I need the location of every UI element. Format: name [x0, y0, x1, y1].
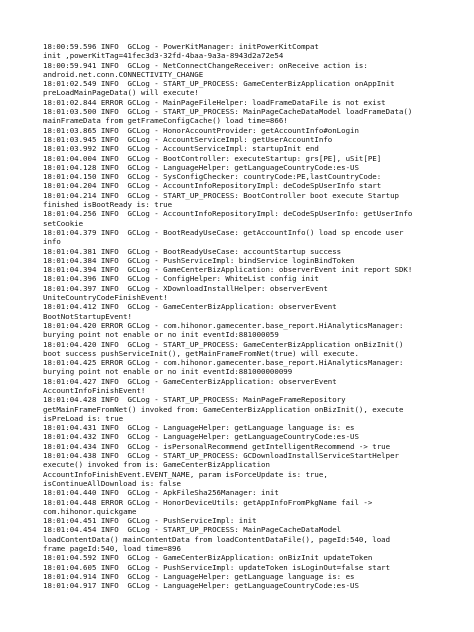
log-line: 18:01:03.865 INFO GCLog - HonorAccountProvider: getAccountInfo#onLogin — [43, 125, 359, 135]
log-line: 18:01:04.256 INFO GCLog - AccountInfoRepositoryImpl: deCodeSpUserInfo: getUserInfo — [43, 209, 413, 219]
log-line: 18:01:04.431 INFO GCLog - LanguageHelper: getLanguage language is: es — [43, 423, 355, 433]
log-line: 18:01:04.150 INFO GCLog - SysConfigChecker: countryCode:PE,lastCountryCode: — [43, 172, 382, 182]
log-output — [43, 42, 469, 591]
log-line: 18:01:04.434 INFO GCLog - isPersonalRecommend getIntelligentRecommend -> true — [43, 441, 391, 451]
log-line: 18:00:59.941 INFO GCLog - NetConnectChangeReceiver: onReceive action is: — [43, 60, 368, 70]
log-line: 18:01:04.420 INFO GCLog - START_UP_PROCESS: GameCenterBizApplication onBizInit() — [43, 339, 404, 349]
log-line: 18:01:04.394 INFO GCLog - GameCenterBizApplication: observerEvent init report SDK! — [43, 265, 413, 275]
log-line: isPreLoad is: true — [43, 413, 124, 423]
log-line: 18:01:04.432 INFO GCLog - LanguageHelper: getLanguageCountryCode:es-US — [43, 432, 359, 442]
log-line: 18:01:04.917 INFO GCLog - LanguageHelper: getLanguageCountryCode:es-US — [43, 581, 359, 591]
log-line: burying point not enable or no init eventId:881000000099 — [43, 367, 293, 377]
log-line: BootNotStartupEvent! — [43, 311, 132, 321]
log-line: AccountInfoFinishEvent! — [43, 385, 146, 395]
log-line: 18:01:03.500 INFO GCLog - START_UP_PROCESS: MainPageCacheDataModel loadFrameData() — [43, 107, 413, 117]
log-line: 18:01:04.214 INFO GCLog - START_UP_PROCESS: BootController boot execute Startup — [43, 190, 399, 200]
log-line: 18:01:04.605 INFO GCLog - PushServiceImpl: updateToken isLoginOut=false start — [43, 562, 391, 572]
log-line: 18:01:04.128 INFO GCLog - LanguageHelper: getLanguageCountryCode:es-US — [43, 162, 359, 172]
log-line: 18:01:02.844 ERROR GCLog - MainPageFileHelper: loadFrameDataFile is not exist — [43, 97, 386, 107]
log-line: execute() invoked from is: GameCenterBizApplication — [43, 460, 270, 470]
log-line: 18:01:04.004 INFO GCLog - BootController: executeStartup: grs[PE], uSit[PE] — [43, 153, 382, 163]
log-line: 18:01:04.451 INFO GCLog - PushServiceImpl: init — [43, 516, 257, 526]
log-line: burying point not enable or no init eventId:881000059 — [43, 330, 279, 340]
log-line: init ,powerKitTag=41fec3d3-32fd-4baa-9a3a-8943d2a72e54 — [43, 51, 284, 61]
log-line: 18:01:04.592 INFO GCLog - GameCenterBizApplication: onBizInit updateToken — [43, 553, 373, 563]
log-line: 18:01:04.396 INFO GCLog - ConfigHelper: WhiteList config init — [43, 274, 319, 284]
log-line: setCookie — [43, 218, 84, 228]
log-line: 18:01:04.381 INFO GCLog - BootReadyUseCase: accountStartup success — [43, 246, 342, 256]
log-line: 18:01:04.448 ERROR GCLog - HonorDeviceUtils: getAppInfoFromPkgName fail -> — [43, 497, 373, 507]
log-line: com.hihonor.quickgame — [43, 506, 137, 516]
log-line: UniteCountryCodeFinishEvent! — [43, 293, 168, 303]
log-line: mainFrameData from getFrameConfigCache() load time=866! — [43, 116, 288, 126]
log-line: 18:01:04.397 INFO GCLog - XDownloadInstallHelper: observerEvent — [43, 283, 328, 293]
log-line: 18:01:04.204 INFO GCLog - AccountInfoRepositoryImpl: deCodeSpUserInfo start — [43, 181, 382, 191]
log-line: 18:01:03.945 INFO GCLog - AccountServiceImpl: getUserAccountInfo — [43, 134, 333, 144]
log-line: 18:01:04.384 INFO GCLog - PushServiceImpl: bindService loginBindToken — [43, 255, 355, 265]
log-line: 18:01:04.438 INFO GCLog - START_UP_PROCESS: GCDownloadInstallServiceStartHelper — [43, 451, 399, 461]
log-line: AccountInfoFinishEvent.EVENT_NAME, param isForceUpdate is: true, — [43, 469, 328, 479]
log-line: 18:01:04.379 INFO GCLog - BootReadyUseCase: getAccountInfo() load sp encode user — [43, 227, 404, 237]
log-line: 18:00:59.596 INFO GCLog - PowerKitManager: initPowerKitCompat — [43, 42, 319, 51]
log-line: loadContentData() mainContentData from loadContentDataFile(), pageId:540, load — [43, 534, 391, 544]
log-line: 18:01:02.549 INFO GCLog - START_UP_PROCESS: GameCenterBizApplication onAppInit — [43, 79, 395, 89]
log-line: 18:01:04.454 INFO GCLog - START_UP_PROCESS: MainPageCacheDataModel — [43, 525, 342, 535]
log-line: 18:01:04.428 INFO GCLog - START_UP_PROCESS: MainPageFrameRepository — [43, 395, 346, 405]
log-line: isContinueAllDownload is: false — [43, 478, 181, 488]
log-line: preLoadMainPageData() will execute! — [43, 88, 199, 98]
log-line: 18:01:04.440 INFO GCLog - ApkFileSha256Manager: init — [43, 488, 279, 498]
log-line: getMainFrameFromNet() invoked from: GameCenterBizApplication onBizInit(), execute — [43, 404, 404, 414]
log-line: info — [43, 237, 61, 247]
log-line: 18:01:04.914 INFO GCLog - LanguageHelper: getLanguage language is: es — [43, 571, 355, 581]
log-line: 18:01:04.427 INFO GCLog - GameCenterBizApplication: observerEvent — [43, 376, 337, 386]
log-line: android.net.conn.CONNECTIVITY_CHANGE — [43, 69, 204, 79]
log-line: boot success pushServiceInit(), getMainFrameFromNet(true) will execute. — [43, 348, 359, 358]
log-line: frame pageId:540, load time=896 — [43, 544, 181, 554]
log-line: 18:01:03.992 INFO GCLog - AccountServiceImpl: startupInit end — [43, 144, 319, 154]
log-line: finished isBootReady is: true — [43, 200, 173, 210]
log-line: 18:01:04.425 ERROR GCLog - com.hihonor.gamecenter.base_report.HiAnalyticsManager: — [43, 358, 404, 368]
log-line: 18:01:04.420 ERROR GCLog - com.hihonor.gamecenter.base_report.HiAnalyticsManager: — [43, 320, 404, 330]
log-line: 18:01:04.412 INFO GCLog - GameCenterBizApplication: observerEvent — [43, 302, 337, 312]
